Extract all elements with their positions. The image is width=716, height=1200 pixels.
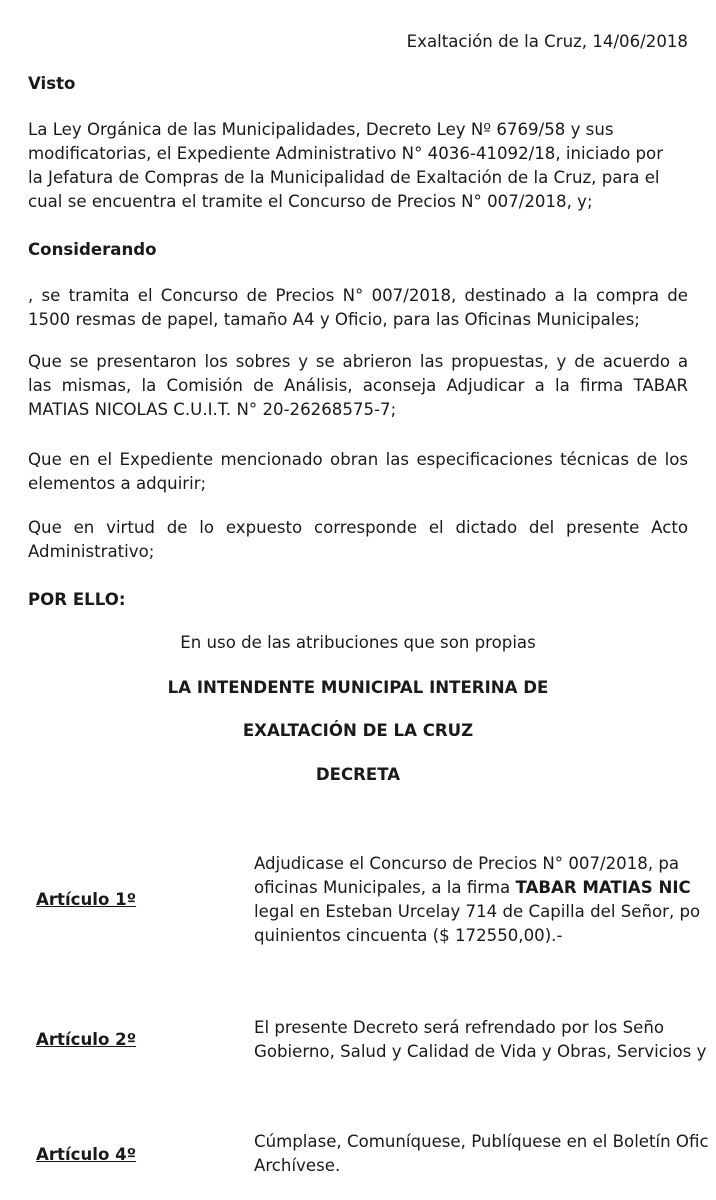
considerando-paragraph [28, 448, 688, 496]
considerando-line: Administrativo; [28, 542, 155, 561]
considerando-line: 1500 resmas de papel, tamaño A4 y Oficio, para las Oficinas Municipales; [28, 310, 640, 329]
article-line-part: oficinas Municipales, a la firma [254, 878, 516, 897]
visto-line: cual se encuentra el tramite el Concurso de Precios N° 007/2018, y; [28, 192, 593, 211]
article-1-text [254, 852, 716, 948]
visto-heading: Visto [28, 74, 76, 93]
considerando-line: MATIAS NICOLAS C.U.I.T. N° 20-26268575-7; [28, 400, 397, 419]
considerando-line: , se tramita el Concurso de Precios N° 007/2018, destinado a la compra de [28, 286, 688, 305]
visto-line: modificatorias, el Expediente Administrativo N° 4036-41092/18, iniciado por [28, 144, 664, 163]
considerando-line: elementos a adquirir; [28, 474, 207, 493]
article-4-text [254, 1130, 716, 1178]
uso-atribuciones-line: En uso de las atribuciones que son propias [180, 633, 536, 652]
article-line: quinientos cincuenta ($ 172550,00).- [254, 926, 563, 945]
date-line: Exaltación de la Cruz, 14/06/2018 [406, 32, 688, 51]
considerando-line: Que en el Expediente mencionado obran las especificaciones técnicas de los [28, 450, 688, 469]
considerando-line: Que en virtud de lo expuesto corresponde el dictado del presente Acto [28, 518, 688, 537]
visto-paragraph [28, 118, 688, 214]
article-line: Cúmplase, Comuníquese, Publíquese en el Boletín Ofic [254, 1132, 709, 1151]
article-line: legal en Esteban Urcelay 714 de Capilla del Señor, po [254, 902, 701, 921]
article-line: Adjudicase el Concurso de Precios N° 007/2018, pa [254, 854, 680, 873]
article-line: Archívese. [254, 1156, 341, 1175]
article-4-label: Artículo 4º [36, 1145, 137, 1164]
firm-name: TABAR MATIAS NIC [515, 878, 691, 897]
considerando-paragraph [28, 350, 688, 422]
considerando-line: Que se presentaron los sobres y se abrieron las propuestas, y de acuerdo a [28, 352, 688, 371]
considerando-paragraph [28, 516, 688, 564]
article-2-label: Artículo 2º [36, 1030, 137, 1049]
por-ello-heading: POR ELLO: [28, 590, 126, 609]
visto-line: la Jefatura de Compras de la Municipalidad de Exaltación de la Cruz, para el [28, 168, 660, 187]
article-line: Gobierno, Salud y Calidad de Vida y Obras, Servicios y [254, 1042, 707, 1061]
article-1-label: Artículo 1º [36, 890, 137, 909]
authority-line: LA INTENDENTE MUNICIPAL INTERINA DE [167, 678, 549, 697]
considerando-line: las mismas, la Comisión de Análisis, aconseja Adjudicar a la firma TABAR [28, 376, 688, 395]
decreta-heading: DECRETA [315, 765, 401, 784]
article-2-text [254, 1016, 716, 1064]
authority-line: EXALTACIÓN DE LA CRUZ [242, 721, 474, 740]
visto-line: La Ley Orgánica de las Municipalidades, Decreto Ley Nº 6769/58 y sus [28, 120, 614, 139]
considerando-paragraph [28, 284, 688, 332]
article-line: El presente Decreto será refrendado por los Seño [254, 1018, 664, 1037]
considerando-heading: Considerando [28, 240, 157, 259]
article-line [254, 876, 716, 900]
